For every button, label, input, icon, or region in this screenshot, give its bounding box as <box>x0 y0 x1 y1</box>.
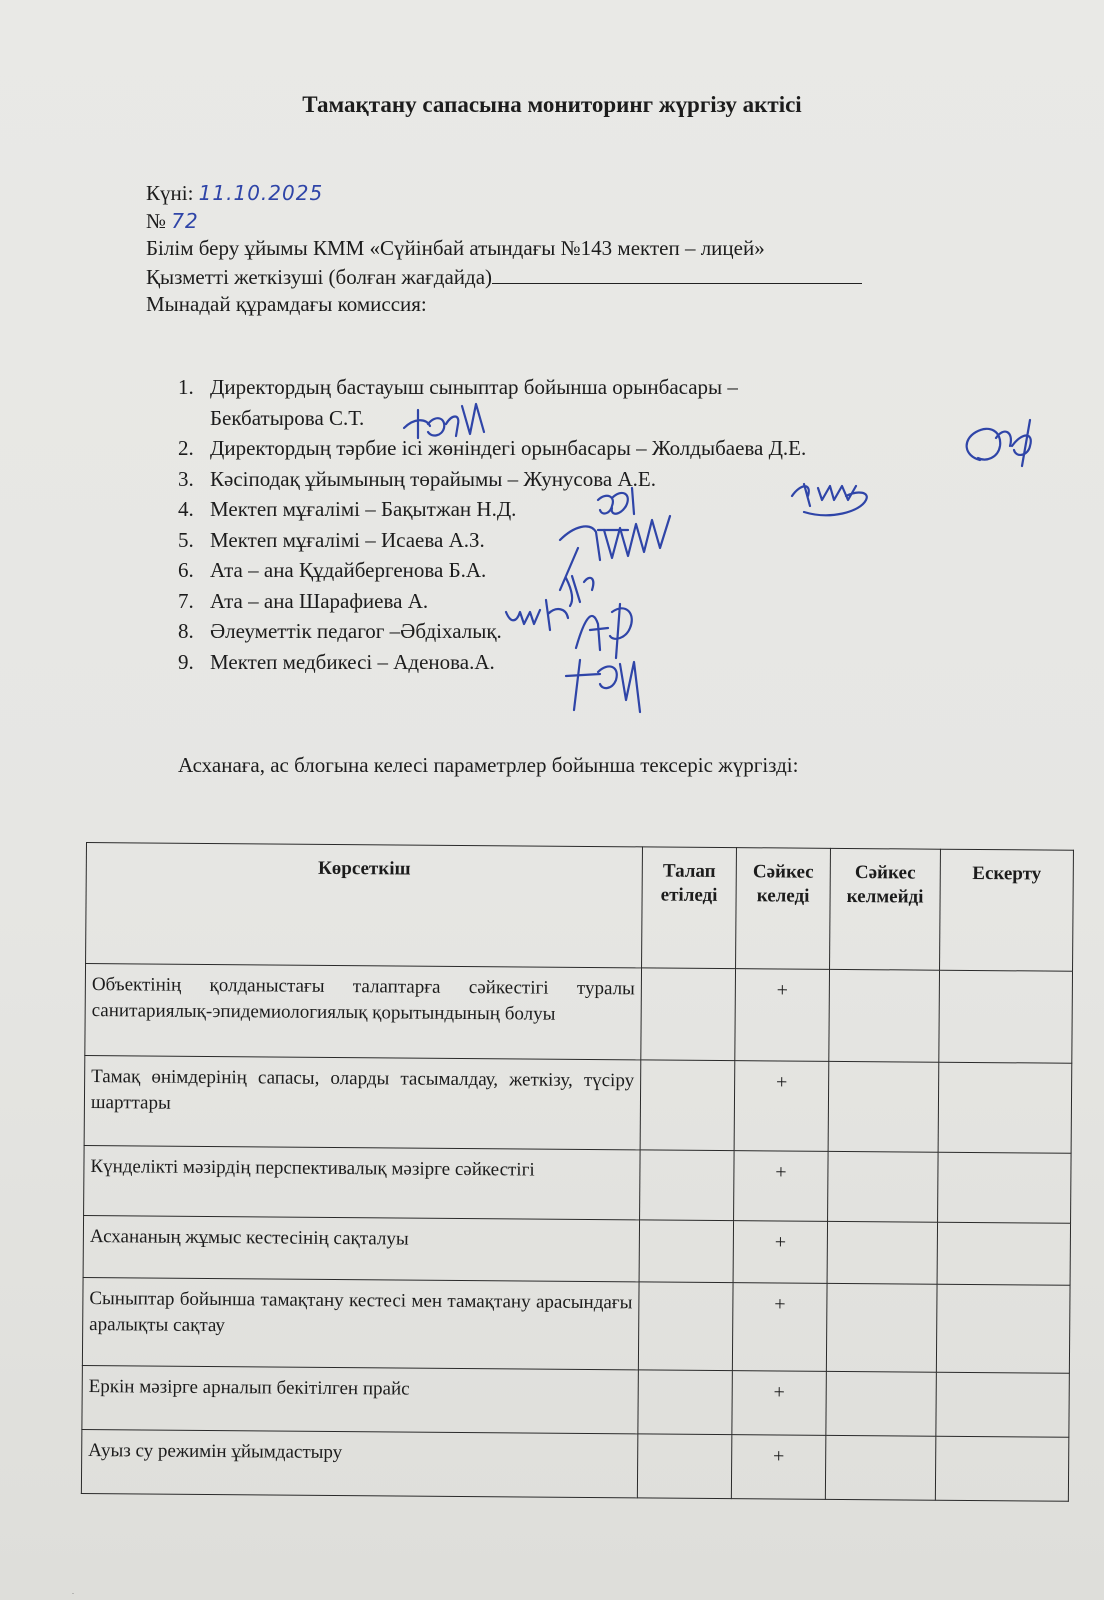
compliant-cell: + <box>732 1371 826 1436</box>
compliant-cell: + <box>731 1435 825 1500</box>
commission-member <box>170 647 806 678</box>
note-cell <box>936 1372 1069 1437</box>
table-header-row <box>86 843 1074 972</box>
noncompliant-cell <box>827 1221 937 1284</box>
member-text: Әлеуметтік педагог –Әбдіхалық. <box>210 619 502 643</box>
member-text: Директордың бастауыш сыныптар бойынша орынбасары – <box>210 375 738 399</box>
compliant-cell: + <box>734 1061 829 1152</box>
header-fields <box>146 180 862 319</box>
document-title: Тамақтану сапасына мониторинг жүргізу актісі <box>302 92 802 117</box>
table-row <box>84 1145 1072 1223</box>
required-cell <box>637 1434 731 1499</box>
member-text-continued: Бекбатырова С.Т. <box>210 405 365 430</box>
table-row <box>81 1429 1068 1501</box>
member-number: 3. <box>178 466 194 491</box>
table-row <box>85 964 1073 1064</box>
indicator-cell: Ауыз су режимін ұйымдастыру <box>81 1429 637 1497</box>
member-text: Директордың тәрбие ісі жөніндегі орынбасары – Жолдыбаева Д.Е. <box>210 436 807 460</box>
commission-member <box>170 616 806 647</box>
indicator-cell: Объектінің қолданыстағы талаптарға сәйкестігі туралы санитариялық-эпидемиологиялық қорытындының болуы <box>85 964 642 1060</box>
commission-member <box>170 494 806 525</box>
noncompliant-cell <box>826 1283 937 1372</box>
supplier-blank-line <box>492 263 862 284</box>
table-row <box>82 1365 1069 1437</box>
date-label: Күні: <box>146 181 194 205</box>
member-text: Ата – ана Шарафиева А. <box>210 588 429 613</box>
required-cell <box>640 1060 735 1151</box>
noncompliant-cell <box>825 1435 935 1500</box>
inspection-table <box>81 842 1074 1502</box>
compliant-cell: + <box>735 969 830 1062</box>
number-row <box>146 208 862 236</box>
note-cell <box>935 1436 1068 1501</box>
required-cell <box>638 1282 733 1371</box>
inspection-intro: Асханаға, ас блогына келесі параметрлер бойынша тексеріс жүргізді: <box>178 753 799 777</box>
note-cell <box>937 1222 1070 1285</box>
date-value: 11.10.2025 <box>198 181 324 205</box>
col-header-indicator: Көрсеткіш <box>86 843 643 968</box>
member-text: Мектеп мұғалімі – Исаева А.З. <box>210 527 485 552</box>
member-number: 9. <box>178 649 194 674</box>
member-number: 6. <box>178 558 194 582</box>
commission-label: Мынадай құрамдағы комиссия: <box>146 292 427 316</box>
indicator-cell: Асхананың жұмыс кестесінің сақталуы <box>83 1215 639 1281</box>
table-row <box>82 1277 1070 1373</box>
table-row <box>83 1215 1070 1285</box>
col-header-compliant: Сәйкес келеді <box>736 848 831 970</box>
commission-member <box>170 372 806 433</box>
member-number: 1. <box>178 375 194 399</box>
member-number: 2. <box>178 436 194 460</box>
member-text: Кәсіподақ ұйымының төрайымы – Жунусова А.Е. <box>210 466 656 491</box>
member-text: Мектеп мұғалімі – Бақытжан Н.Д. <box>210 497 517 521</box>
member-number: 4. <box>178 497 194 521</box>
note-cell <box>938 1152 1072 1223</box>
indicator-cell: Еркін мәзірге арналып бекітілген прайс <box>82 1365 638 1433</box>
note-cell <box>939 970 1073 1063</box>
number-value: 72 <box>171 208 199 233</box>
commission-member <box>170 525 806 556</box>
supplier-label: Қызметті жеткізуші (болған жағдайда) <box>146 264 493 289</box>
compliant-cell: + <box>734 1151 829 1222</box>
required-cell <box>639 1220 733 1283</box>
date-row <box>146 180 862 208</box>
note-cell <box>936 1284 1070 1373</box>
member-number: 5. <box>178 527 194 552</box>
noncompliant-cell <box>828 1061 939 1152</box>
signature-2 <box>967 420 1031 466</box>
page-speck: . <box>72 1587 74 1596</box>
noncompliant-cell <box>828 1151 939 1222</box>
commission-member <box>170 555 806 586</box>
number-label: № <box>146 208 167 233</box>
commission-list <box>170 372 806 677</box>
table-row <box>84 1055 1072 1153</box>
commission-member <box>170 464 806 495</box>
col-header-noncompliant: Сәйкес келмейді <box>830 848 941 970</box>
noncompliant-cell <box>826 1371 936 1436</box>
member-number: 7. <box>178 588 194 613</box>
compliant-cell: + <box>732 1283 827 1372</box>
indicator-cell: Тамақ өнімдерінің сапасы, оларды тасымалдау, жеткізу, түсіру шарттары <box>84 1055 641 1149</box>
member-text: Ата – ана Құдайбергенова Б.А. <box>210 558 487 582</box>
supplier-row <box>146 263 862 292</box>
col-header-required: Талап етіледі <box>642 847 737 969</box>
indicator-cell: Сыныптар бойынша тамақтану кестесі мен тамақтану арасындағы аралықты сақтау <box>82 1277 639 1369</box>
indicator-cell: Күнделікті мәзірдің перспективалық мәзірге сәйкестігі <box>84 1145 641 1219</box>
col-header-note: Ескерту <box>940 849 1074 971</box>
commission-member <box>170 586 806 617</box>
noncompliant-cell <box>829 969 940 1062</box>
member-number: 8. <box>178 619 194 643</box>
required-cell <box>640 1150 735 1221</box>
required-cell <box>638 1370 732 1435</box>
commission-member <box>170 433 806 464</box>
member-text: Мектеп медбикесі – Аденова.А. <box>210 649 495 674</box>
note-cell <box>938 1062 1072 1153</box>
organization: Білім беру ұйымы КММ «Сүйінбай атындағы №143 мектеп – лицей» <box>146 236 765 260</box>
required-cell <box>641 968 736 1061</box>
compliant-cell: + <box>733 1221 827 1284</box>
